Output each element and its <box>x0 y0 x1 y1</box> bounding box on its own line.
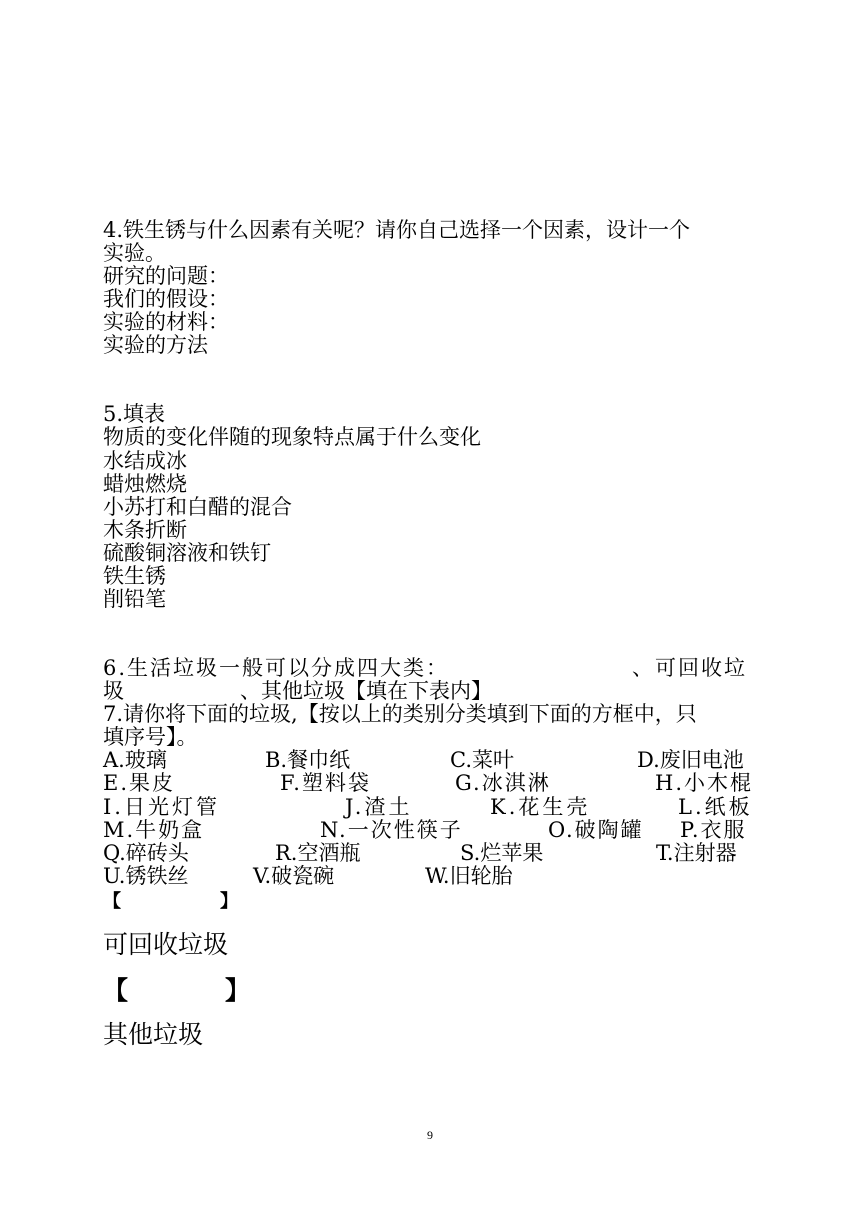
q7-item: H.小木棍 <box>655 771 753 795</box>
q7-item: W.旧轮胎 <box>425 864 513 888</box>
q4-line2: 实验。 <box>103 241 166 265</box>
q5-title: 5.填表 <box>103 402 166 426</box>
q7-item: L.纸板 <box>678 795 753 819</box>
q5-row: 木条折断 <box>103 518 187 542</box>
q7-item: T.注射器 <box>656 841 737 865</box>
bin-bracket-close: 】 <box>225 976 251 1005</box>
q7-item: M.牛奶盒 <box>103 818 205 842</box>
q5-row: 小苏打和白醋的混合 <box>103 495 292 519</box>
q7-item: E.果皮 <box>103 771 176 795</box>
q7-item: N.一次性筷子 <box>320 818 463 842</box>
q7-item: B.餐巾纸 <box>265 748 351 772</box>
q7-item: I.日光灯管 <box>103 795 220 819</box>
q7-item: F.塑料袋 <box>280 771 371 795</box>
q7-item: J.渣土 <box>345 795 413 819</box>
q7-item: P.衣服 <box>680 818 747 842</box>
q7-item: R.空酒瓶 <box>275 841 361 865</box>
q5-row: 水结成冰 <box>103 449 187 473</box>
q7-item: Q.碎砖头 <box>103 841 189 865</box>
q7-item: K.花生壳 <box>490 795 591 819</box>
q7-item: V.破瓷碗 <box>253 864 335 888</box>
page-number: 9 <box>427 1128 433 1142</box>
q4-item-hypothesis: 我们的假设： <box>103 287 229 311</box>
q7-item: D.废旧电池 <box>637 748 744 772</box>
q7-item: S.烂苹果 <box>460 841 544 865</box>
recyclable-heading: 可回收垃圾 <box>103 930 229 959</box>
bin-bracket-open: 【 <box>103 976 129 1005</box>
q5-table-header: 物质的变化伴随的现象特点属于什么变化 <box>103 425 481 449</box>
bin-bracket-close: 】 <box>220 891 238 912</box>
q4-item-problem: 研究的问题： <box>103 264 229 288</box>
q4-item-method: 实验的方法 <box>103 333 208 357</box>
q6-line1-end: 、可回收垃 <box>632 656 747 680</box>
q4-item-materials: 实验的材料： <box>103 310 229 334</box>
q5-row: 铁生锈 <box>103 564 166 588</box>
q5-row: 硫酸铜溶液和铁钉 <box>103 541 271 565</box>
q5-row: 削铅笔 <box>103 587 166 611</box>
bin-bracket-open: 【 <box>103 891 121 912</box>
q7-item: C.菜叶 <box>450 748 514 772</box>
q7-item: A.玻璃 <box>103 748 167 772</box>
q7-item: O.破陶罐 <box>548 818 644 842</box>
q7-item: G.冰淇淋 <box>455 771 551 795</box>
q6-line2-start: 圾 <box>103 679 124 703</box>
q7-line2: 填序号】。 <box>103 725 198 749</box>
q6-line1-start: 6.生活垃圾一般可以分成四大类： <box>103 656 450 680</box>
q7-item: U.锈铁丝 <box>103 864 189 888</box>
q5-row: 蜡烛燃烧 <box>103 472 187 496</box>
q4-line1: 4.铁生锈与什么因素有关呢？请你自己选择一个因素，设计一个 <box>103 218 691 242</box>
q6-line2-end: 、其他垃圾【填在下表内】 <box>240 679 492 703</box>
q7-line1: 7.请你将下面的垃圾,【按以上的类别分类填到下面的方框中，只 <box>103 702 697 726</box>
other-waste-heading: 其他垃圾 <box>103 1020 204 1049</box>
